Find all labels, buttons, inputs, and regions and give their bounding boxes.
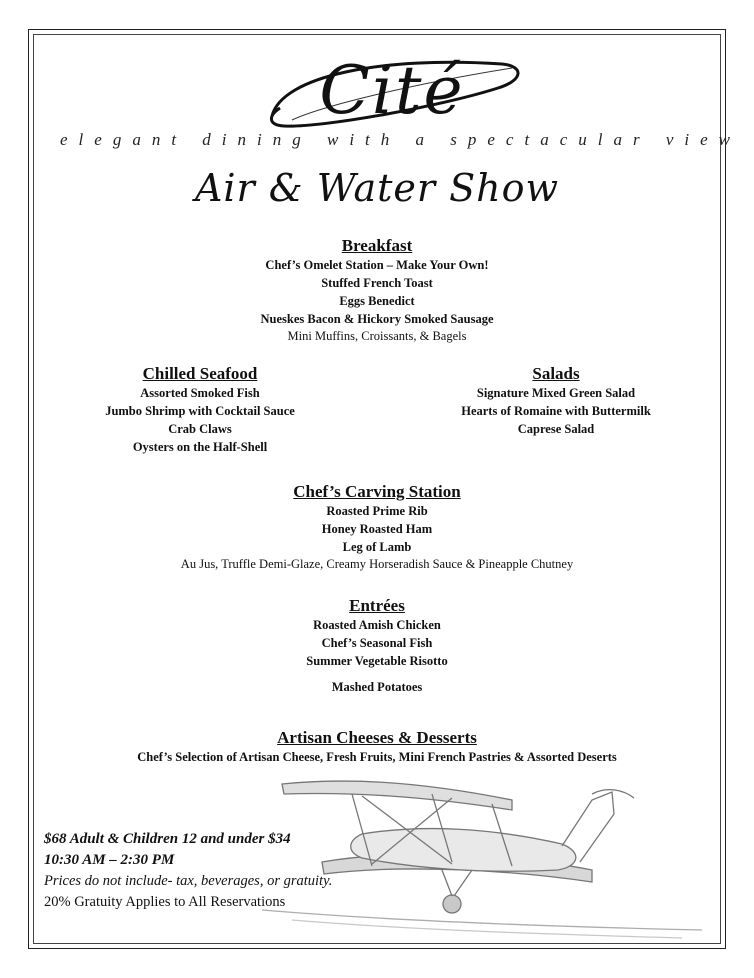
menu-item: Jumbo Shrimp with Cocktail Sauce bbox=[105, 404, 295, 418]
menu-item: Assorted Smoked Fish bbox=[140, 386, 260, 400]
menu-item: Crab Claws bbox=[168, 422, 232, 436]
entrees-section bbox=[150, 596, 604, 696]
menu-item: Chef’s Omelet Station – Make Your Own! bbox=[265, 258, 489, 272]
menu-item: Mashed Potatoes bbox=[331, 680, 423, 694]
menu-item: Roasted Amish Chicken bbox=[313, 618, 441, 632]
breakfast-section bbox=[150, 236, 604, 344]
menu-item: Honey Roasted Ham bbox=[321, 522, 433, 536]
seafood-heading: Chilled Seafood bbox=[142, 364, 258, 383]
logo-text: Cité bbox=[319, 52, 465, 129]
tagline: elegant dining with a spectacular view bbox=[60, 130, 741, 149]
time-line: 10:30 AM – 2:30 PM bbox=[44, 852, 175, 868]
event-title: Air & Water Show bbox=[194, 166, 560, 210]
menu-item: Signature Mixed Green Salad bbox=[476, 386, 636, 400]
seafood-section bbox=[60, 364, 340, 456]
menu-note: Au Jus, Truffle Demi-Glaze, Creamy Horseradish Sauce & Pineapple Chutney bbox=[180, 557, 574, 571]
breakfast-heading: Breakfast bbox=[341, 236, 413, 255]
menu-item: Leg of Lamb bbox=[342, 540, 412, 554]
menu-item: Roasted Prime Rib bbox=[326, 504, 428, 518]
gratuity-line: 20% Gratuity Applies to All Reservations bbox=[44, 894, 286, 910]
menu-item: Oysters on the Half-Shell bbox=[132, 440, 268, 454]
exclusions-line: Prices do not include- tax, beverages, or gratuity. bbox=[44, 873, 333, 889]
restaurant-logo bbox=[262, 46, 522, 142]
desserts-heading: Artisan Cheeses & Desserts bbox=[277, 728, 477, 747]
menu-item: Hearts of Romaine with Buttermilk bbox=[461, 404, 651, 418]
salads-heading: Salads bbox=[532, 364, 580, 383]
salads-section bbox=[414, 364, 698, 438]
menu-item: Caprese Salad bbox=[517, 422, 595, 436]
menu-item: Eggs Benedict bbox=[339, 294, 415, 308]
pricing-info bbox=[44, 829, 332, 913]
menu-item: Nueskes Bacon & Hickory Smoked Sausage bbox=[260, 312, 494, 326]
price-line: $68 Adult & Children 12 and under $34 bbox=[44, 831, 291, 847]
carving-section bbox=[120, 482, 634, 572]
menu-item: Stuffed French Toast bbox=[321, 276, 433, 290]
menu-item: Chef’s Seasonal Fish bbox=[321, 636, 433, 650]
entrees-heading: Entrées bbox=[349, 596, 405, 615]
menu-note: Mini Muffins, Croissants, & Bagels bbox=[287, 329, 467, 343]
carving-heading: Chef’s Carving Station bbox=[293, 482, 461, 501]
desserts-section bbox=[60, 728, 694, 766]
menu-item: Chef’s Selection of Artisan Cheese, Fresh Fruits, Mini French Pastries & Assorted Deserts bbox=[137, 750, 617, 764]
menu-item: Summer Vegetable Risotto bbox=[306, 654, 448, 668]
